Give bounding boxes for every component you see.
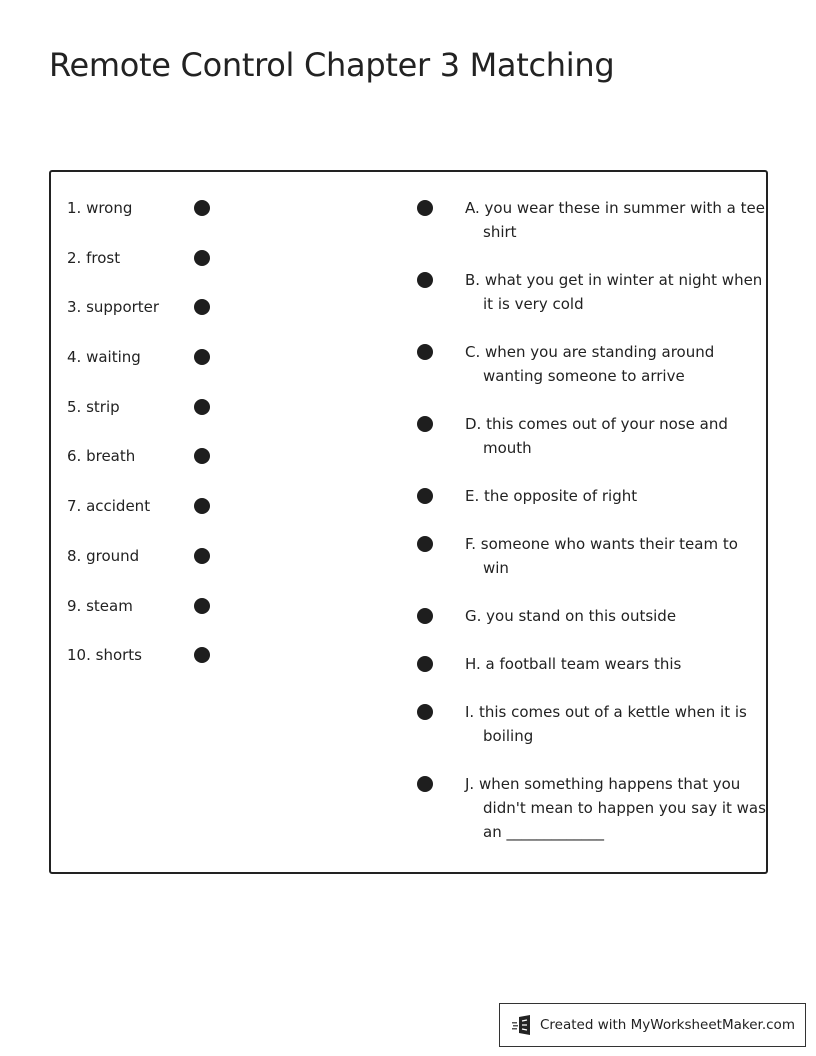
definition-label: E. the opposite of right bbox=[465, 487, 638, 505]
definition-label: B. what you get in winter at night when it is very cold bbox=[465, 271, 763, 313]
footer-credit bbox=[499, 1003, 806, 1047]
match-dot[interactable] bbox=[194, 498, 210, 514]
definition-item bbox=[417, 772, 766, 844]
definition-item bbox=[417, 652, 757, 676]
term-item bbox=[67, 295, 237, 345]
term-label: 2. frost bbox=[67, 248, 121, 267]
term-label: 1. wrong bbox=[67, 199, 133, 217]
match-dot[interactable] bbox=[417, 776, 433, 792]
definition-label: A. you wear these in summer with a tee shirt bbox=[465, 199, 765, 241]
match-dot[interactable] bbox=[417, 344, 433, 360]
definition-item bbox=[417, 700, 757, 748]
term-label: 8. ground bbox=[67, 546, 140, 565]
match-dot[interactable] bbox=[417, 608, 433, 624]
definition-label: F. someone who wants their team to win bbox=[465, 535, 738, 577]
term-item bbox=[67, 494, 237, 544]
definition-label: I. this comes out of a kettle when it is boiling bbox=[465, 703, 747, 745]
definition-item bbox=[417, 340, 757, 388]
definitions-column bbox=[417, 196, 766, 868]
match-dot[interactable] bbox=[194, 647, 210, 663]
term-item bbox=[67, 196, 237, 246]
definition-item bbox=[417, 196, 765, 244]
match-dot[interactable] bbox=[194, 548, 210, 564]
match-dot[interactable] bbox=[194, 349, 210, 365]
match-dot[interactable] bbox=[194, 399, 210, 415]
term-label: 7. accident bbox=[67, 497, 151, 516]
match-dot[interactable] bbox=[194, 200, 210, 216]
term-label: 3. supporter bbox=[67, 298, 160, 317]
match-dot[interactable] bbox=[194, 448, 210, 464]
worksheet-maker-logo-icon bbox=[512, 1014, 534, 1036]
definition-label: C. when you are standing around wanting someone to arrive bbox=[465, 343, 715, 385]
definition-item bbox=[417, 268, 763, 316]
definition-item bbox=[417, 484, 757, 508]
term-item bbox=[67, 345, 237, 395]
match-dot[interactable] bbox=[194, 250, 210, 266]
footer-text: Created with MyWorksheetMaker.com bbox=[540, 1017, 795, 1033]
term-item bbox=[67, 444, 237, 494]
match-dot[interactable] bbox=[417, 200, 433, 216]
matching-box bbox=[49, 170, 768, 874]
match-dot[interactable] bbox=[417, 272, 433, 288]
match-dot[interactable] bbox=[417, 704, 433, 720]
match-dot[interactable] bbox=[194, 299, 210, 315]
match-dot[interactable] bbox=[417, 416, 433, 432]
definition-label: D. this comes out of your nose and mouth bbox=[465, 415, 728, 457]
match-dot[interactable] bbox=[194, 598, 210, 614]
term-label: 5. strip bbox=[67, 397, 120, 416]
term-label: 6. breath bbox=[67, 447, 136, 466]
definition-item bbox=[417, 412, 757, 460]
term-label: 9. steam bbox=[67, 596, 133, 615]
term-label: 4. waiting bbox=[67, 348, 141, 367]
match-dot[interactable] bbox=[417, 488, 433, 504]
term-item bbox=[67, 544, 237, 594]
term-item bbox=[67, 594, 237, 644]
match-dot[interactable] bbox=[417, 536, 433, 552]
term-item bbox=[67, 246, 237, 296]
term-label: 10. shorts bbox=[67, 646, 142, 665]
definition-label: H. a football team wears this bbox=[465, 655, 682, 673]
term-item bbox=[67, 395, 237, 445]
terms-column bbox=[67, 196, 237, 693]
definition-item bbox=[417, 532, 757, 580]
page-title: Remote Control Chapter 3 Matching bbox=[49, 46, 615, 84]
definition-label: G. you stand on this outside bbox=[465, 607, 677, 625]
definition-item bbox=[417, 604, 757, 628]
term-item bbox=[67, 643, 237, 693]
definition-label: J. when something happens that you didn't mean to happen you say it was an _____________ bbox=[465, 775, 766, 841]
match-dot[interactable] bbox=[417, 656, 433, 672]
